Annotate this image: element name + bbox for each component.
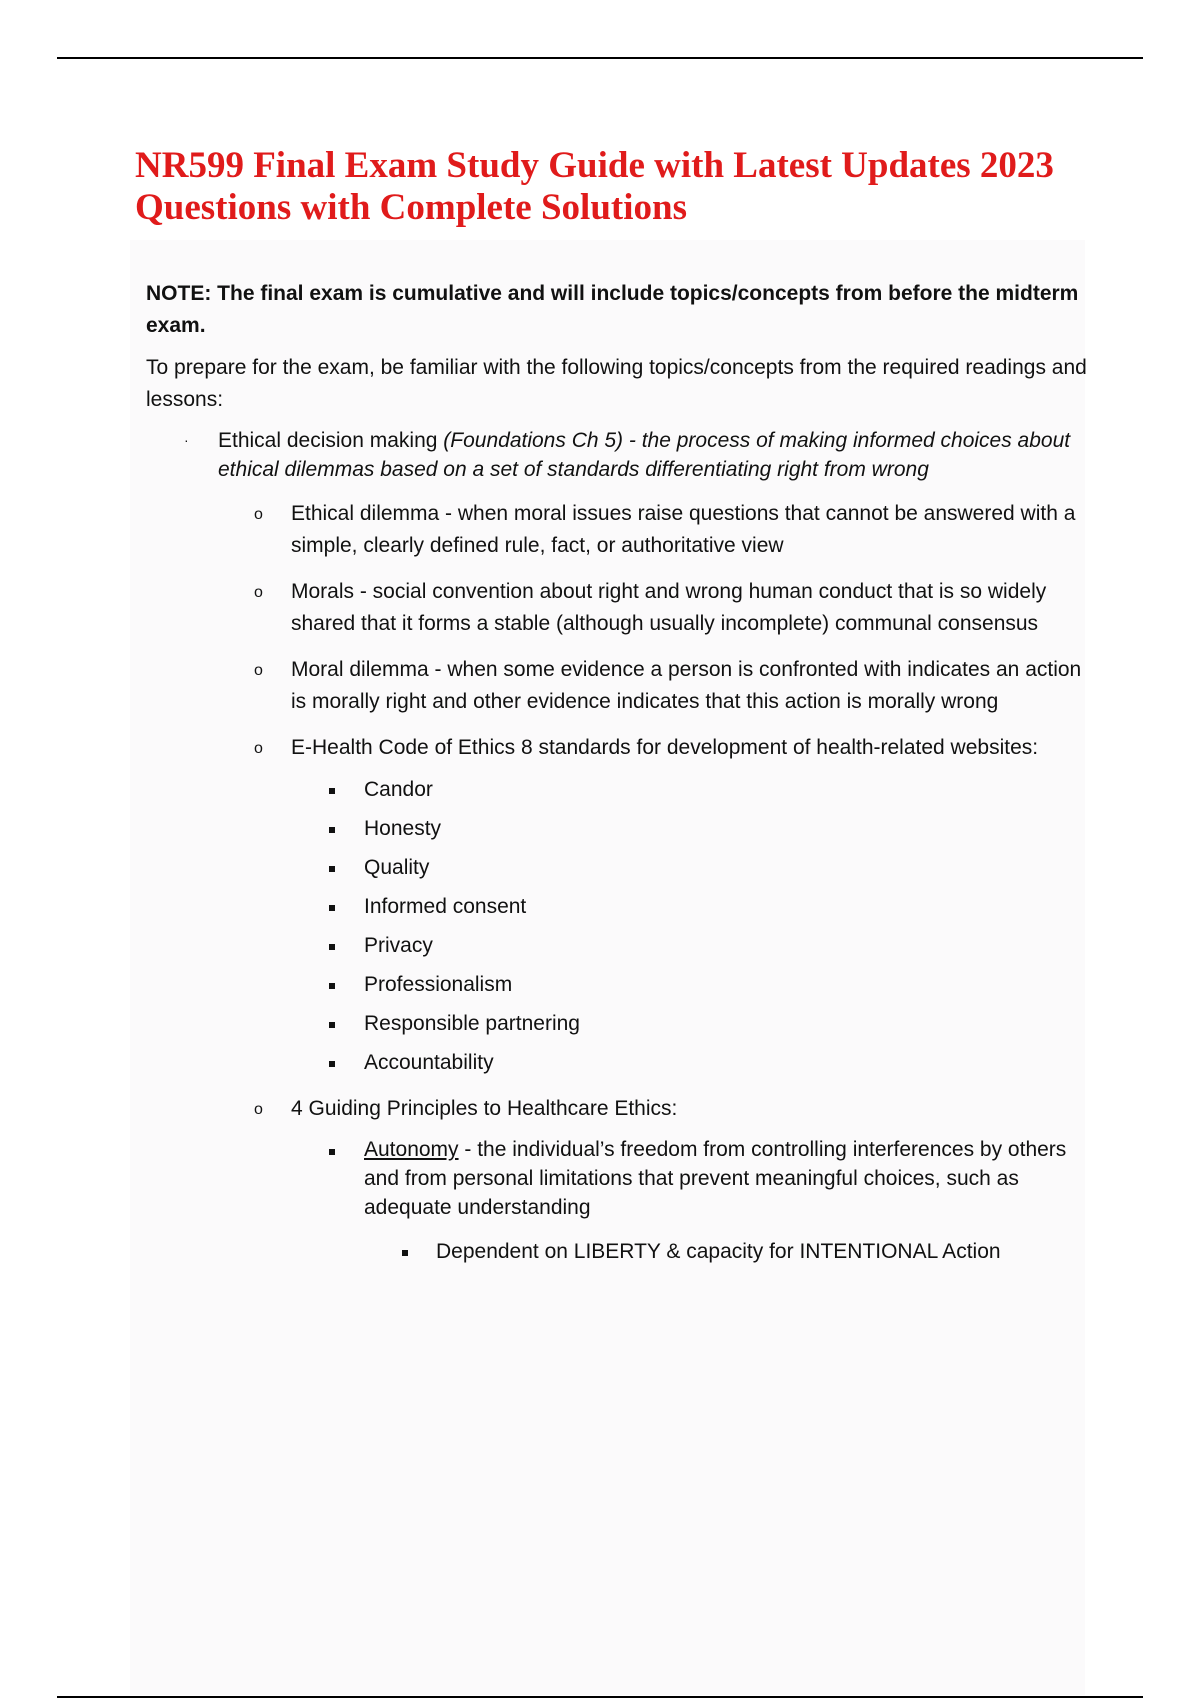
- square-bullet-icon: [329, 905, 335, 911]
- title-line-2: Questions with Complete Solutions: [135, 187, 687, 228]
- circle-bullet-icon: o: [254, 584, 263, 601]
- dot-bullet-icon: ·: [184, 432, 189, 448]
- circle-bullet-icon: o: [254, 662, 263, 679]
- principles-heading: 4 Guiding Principles to Healthcare Ethics:: [291, 1097, 678, 1120]
- standard-item: [146, 852, 1096, 884]
- subtopic-text: Morals - social convention about right and wrong human conduct that is so widely shared that it forms a stable (although usually incomplete) communal consensus: [291, 580, 1047, 635]
- top-rule: [57, 57, 1143, 59]
- note-paragraph: NOTE: The final exam is cumulative and will include topics/concepts from before the midterm exam.: [146, 282, 1079, 337]
- standard-text: Candor: [364, 778, 433, 801]
- subtopic-item: [146, 654, 1096, 718]
- square-bullet-icon: [329, 827, 335, 833]
- bottom-rule: [57, 1696, 1143, 1698]
- standard-item: [146, 969, 1096, 1001]
- square-bullet-icon: [329, 788, 335, 794]
- square-bullet-icon: [329, 944, 335, 950]
- standard-item: [146, 813, 1096, 845]
- standard-text: Informed consent: [364, 895, 527, 918]
- square-bullet-icon: [329, 1022, 335, 1028]
- circle-bullet-icon: o: [254, 1101, 263, 1118]
- circle-bullet-icon: o: [254, 506, 263, 523]
- square-bullet-icon: [402, 1250, 408, 1256]
- square-bullet-icon: [329, 866, 335, 872]
- square-bullet-icon: [329, 1149, 335, 1155]
- subtopic-text: Ethical dilemma - when moral issues raise questions that cannot be answered with a simple, clearly defined rule, fact, or authoritative view: [291, 502, 1076, 557]
- intro-paragraph: To prepare for the exam, be familiar with the following topics/concepts from the required readings and lessons:: [146, 356, 1087, 411]
- standard-text: Responsible partnering: [364, 1012, 580, 1035]
- topic-item: [146, 426, 1096, 484]
- principle-subitem: [146, 1236, 1096, 1268]
- standard-item: [146, 930, 1096, 962]
- topic-detail: (Foundations Ch 5) - the process of making informed choices about ethical dilemmas based on a set of standards differentiating right from wrong: [218, 429, 1071, 481]
- autonomy-definition: - the individual’s freedom from controlling interferences by others and from personal limitations that prevent meaningful choices, such as adequate understanding: [364, 1138, 1067, 1219]
- document-body: [146, 278, 1096, 1268]
- subtopic-text: Moral dilemma - when some evidence a person is confronted with indicates an action is morally right and other evidence indicates that this action is morally wrong: [291, 658, 1082, 713]
- standard-item: [146, 891, 1096, 923]
- standard-item: [146, 1047, 1096, 1079]
- document-title: [135, 145, 1145, 229]
- circle-bullet-icon: o: [254, 740, 263, 757]
- subtopic-item: [146, 498, 1096, 562]
- subtopic-item: [146, 576, 1096, 640]
- standard-text: Privacy: [364, 934, 433, 957]
- standard-item: [146, 1008, 1096, 1040]
- subtopic-text: E-Health Code of Ethics 8 standards for development of health-related websites:: [291, 736, 1039, 759]
- autonomy-term: Autonomy: [364, 1138, 459, 1161]
- topic-label: Ethical decision making: [218, 429, 444, 452]
- subtopic-item: [146, 732, 1096, 764]
- standard-text: Accountability: [364, 1051, 494, 1074]
- principle-item: [146, 1135, 1096, 1222]
- autonomy-subpoint: Dependent on LIBERTY & capacity for INTENTIONAL Action: [436, 1240, 1001, 1263]
- standard-text: Honesty: [364, 817, 442, 840]
- title-line-1: NR599 Final Exam Study Guide with Latest Updates 2023: [135, 145, 1054, 186]
- principles-heading-item: [146, 1093, 1096, 1125]
- square-bullet-icon: [329, 983, 335, 989]
- standard-text: Professionalism: [364, 973, 513, 996]
- standard-text: Quality: [364, 856, 430, 879]
- standard-item: [146, 774, 1096, 806]
- square-bullet-icon: [329, 1061, 335, 1067]
